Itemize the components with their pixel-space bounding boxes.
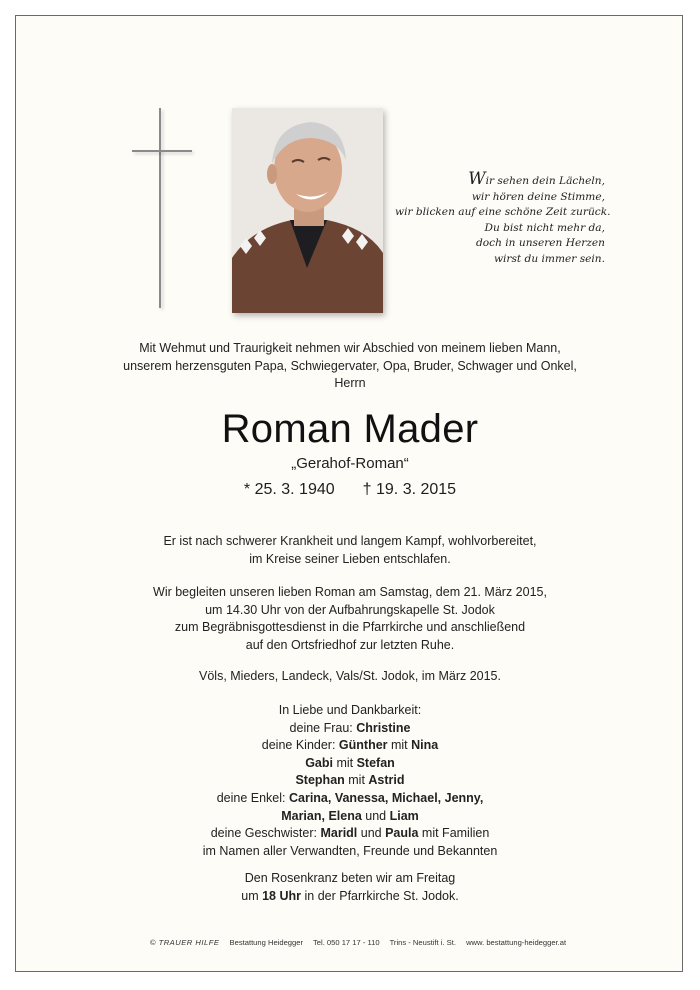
death-date: † 19. 3. 2015: [362, 481, 457, 498]
company-website: www. bestattung-heidegger.at: [466, 938, 567, 947]
mourners-list: [90, 702, 610, 860]
mourner-children: deine Kinder: Günther mit Nina: [261, 738, 439, 753]
deceased-nickname: „Gerahof-Roman“: [291, 455, 409, 472]
poem: [395, 169, 611, 267]
birth-date: * 25. 3. 1940: [243, 481, 335, 498]
mourner-siblings: deine Geschwister: Maridl und Paula mit Familien: [210, 826, 490, 841]
mourners-heading: In Liebe und Dankbarkeit:: [278, 703, 422, 717]
portrait-photo: [232, 108, 383, 313]
rosary-notice: Den Rosenkranz beten wir am Freitag um 18 Uhr in der Pfarrkirche St. Jodok.: [241, 871, 459, 903]
mourner-children: Stephan mit Astrid: [295, 773, 405, 788]
company-name: Bestattung Heidegger: [229, 938, 304, 947]
poem-line: wir blicken auf eine schöne Zeit zurück.: [395, 206, 611, 218]
company-address: Trins - Neustift i. St.: [389, 938, 456, 947]
intro-text: Mit Wehmut und Traurigkeit nehmen wir Abschied von meinem lieben Mann, unserem herzensguten Papa, Schwiegervater, Opa, Bruder, Schwager und Onkel, Herrn: [123, 341, 577, 390]
mourner-closing: im Namen aller Verwandten, Freunde und Bekannten: [202, 843, 498, 858]
poem-line: wir hören deine Stimme,: [471, 190, 605, 203]
company-logo: © TRAUER HILFE: [149, 938, 220, 947]
poem-line: wirst du immer sein.: [493, 252, 605, 265]
deceased-name: Roman Mader: [221, 407, 479, 451]
poem-line: Du bist nicht mehr da,: [484, 221, 605, 234]
poem-line: doch in unseren Herzen: [476, 237, 605, 249]
funeral-details: Wir begleiten unseren lieben Roman am Samstag, dem 21. März 2015, um 14.30 Uhr von der Aufbahrungskapelle St. Jodok zum Begräbnisgottesdienst in die Pfarrkirche und anschließend auf den Ortsfriedhof zur letzten Ruhe.: [153, 585, 547, 652]
life-dates: [100, 479, 600, 501]
mourner-grandchildren: Marian, Elena und Liam: [281, 808, 419, 823]
footer: [128, 938, 588, 947]
poem-line-1: Wir sehen dein Lächeln,: [468, 169, 605, 189]
death-notice: Er ist nach schwerer Krankheit und langem Kampf, wohlvorbereitet, im Kreise seiner Lieben entschlafen.: [163, 534, 537, 566]
place-date: Völs, Mieders, Landeck, Vals/St. Jodok, im März 2015.: [199, 669, 501, 683]
cross-icon: [132, 108, 194, 310]
company-phone: Tel. 050 17 17 - 110: [313, 938, 380, 947]
mourner-grandchildren: deine Enkel: Carina, Vanessa, Michael, Jenny,: [216, 790, 484, 805]
mourner-wife: deine Frau: Christine: [289, 720, 411, 735]
mourner-children: Gabi mit Stefan: [305, 755, 395, 770]
